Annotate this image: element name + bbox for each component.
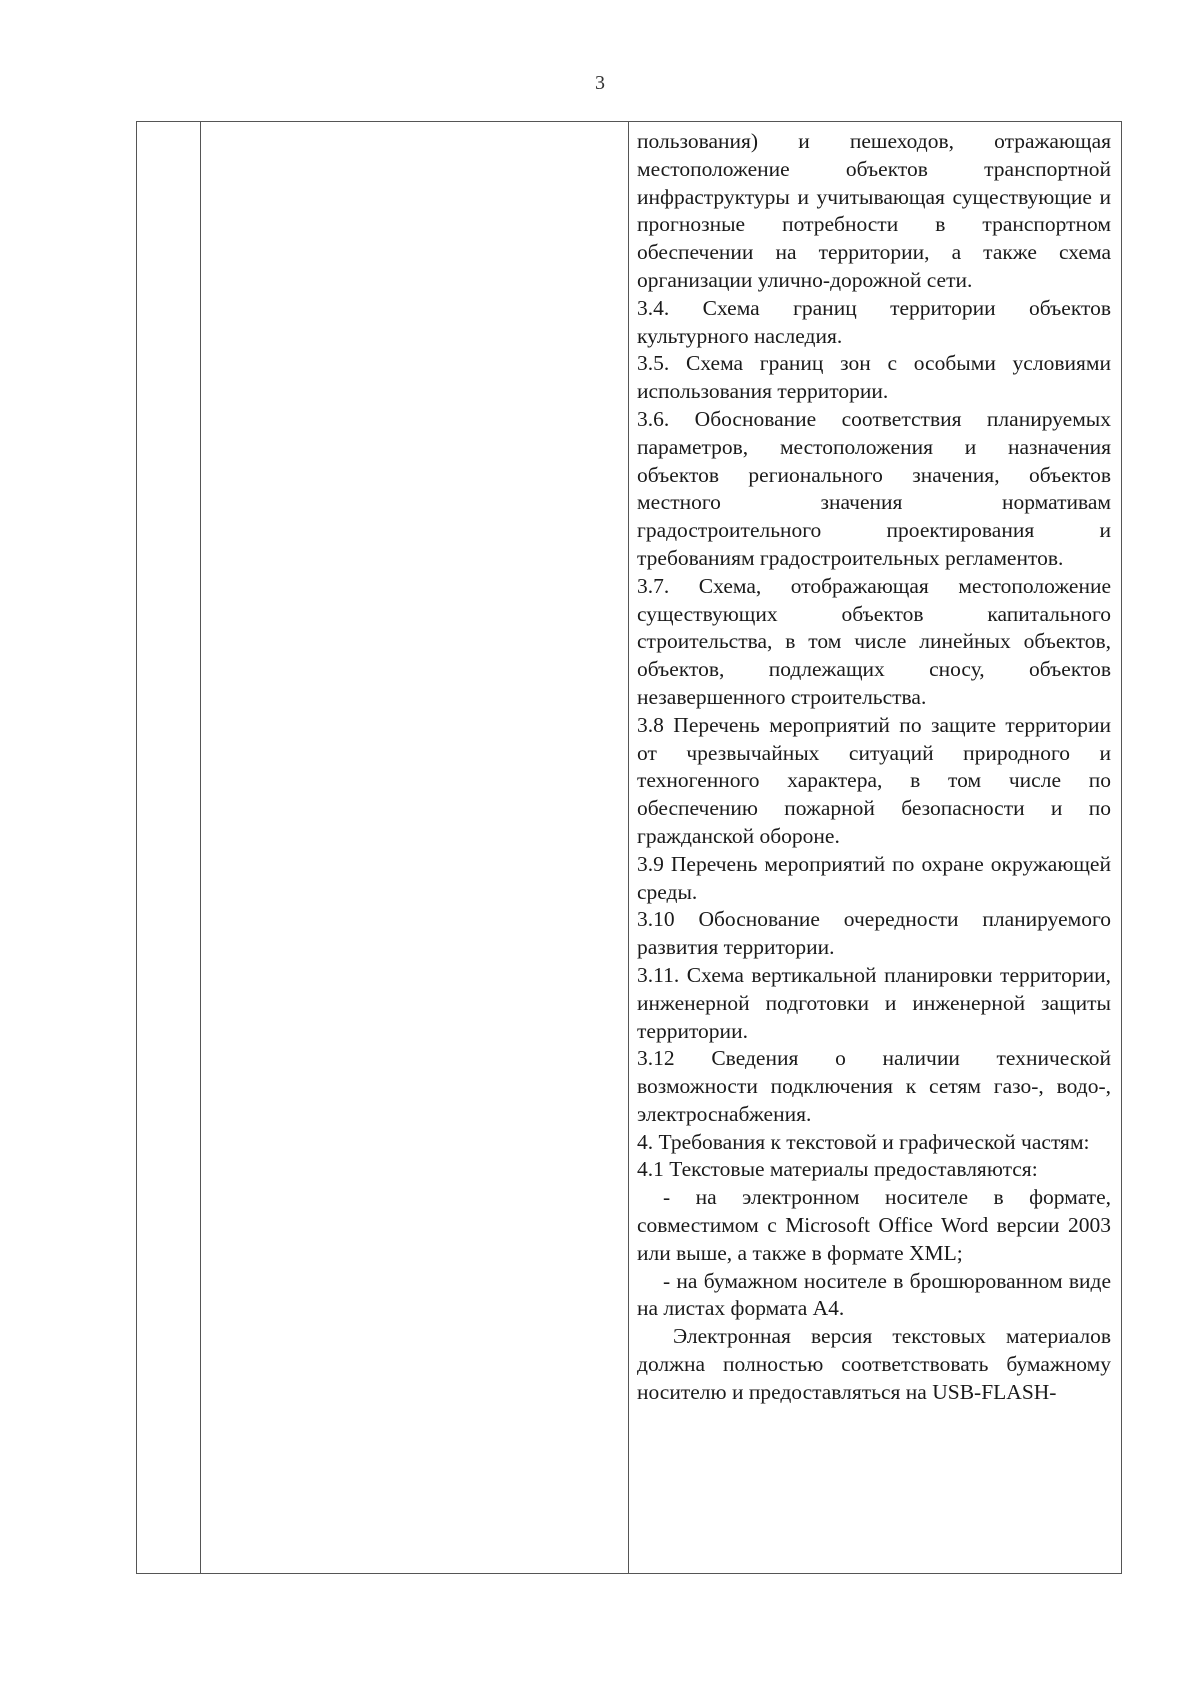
paragraph: 3.6. Обоснование соответствия планируемых параметров, местоположения и назначения объектов регионального значения, объектов местного значения нормативам градостроительного проектирования и требованиям градостроительных регламентов. [637, 406, 1111, 570]
table-row [137, 122, 1122, 1574]
paragraph: Электронная версия текстовых материалов должна полностью соответствовать бумажному носителю и предоставляться на USB-FLASH- [637, 1324, 1111, 1404]
paragraph: - на бумажном носителе в брошюрованном виде на листах формата А4. [637, 1268, 1111, 1321]
paragraph: 3.10 Обоснование очередности планируемого развития территории. [637, 907, 1111, 960]
paragraph: 3.8 Перечень мероприятий по защите территории от чрезвычайных ситуаций природного и техногенного характера, в том числе по обеспечению пожарной безопасности и по гражданской обороне. [637, 712, 1111, 848]
paragraph: пользования) и пешеходов, отражающая местоположение объектов транспортной инфраструктуры и учитывающая существующие и прогнозные потребности в транспортном обеспечении на территории, а также схема организации улично-дорожной сети. [637, 129, 1111, 292]
paragraph: 3.9 Перечень мероприятий по охране окружающей среды. [637, 851, 1111, 904]
cell-text [629, 122, 1121, 1407]
page-number: 3 [595, 72, 605, 94]
paragraph: 3.12 Сведения о наличии технической возможности подключения к сетям газо-, водо-, электроснабжения. [637, 1046, 1111, 1126]
requirements-table [136, 121, 1122, 1574]
number-cell [137, 122, 201, 1574]
paragraph: 4.1 Текстовые материалы предоставляются: [637, 1157, 1038, 1182]
item-name-cell [201, 122, 629, 1574]
paragraph: 3.7. Схема, отображающая местоположение существующих объектов капитального строительства, в том числе линейных объектов, объектов, подлежащих сносу, объектов незавершенного строительства. [637, 573, 1111, 709]
paragraph: - на электронном носителе в формате, совместимом с Microsoft Office Word версии 2003 или выше, а также в формате XML; [637, 1185, 1111, 1265]
item-content-cell [629, 122, 1122, 1574]
paragraph: 3.4. Схема границ территории объектов культурного наследия. [637, 295, 1111, 348]
paragraph: 3.5. Схема границ зон с особыми условиями использования территории. [637, 351, 1111, 404]
paragraph: 3.11. Схема вертикальной планировки территории, инженерной подготовки и инженерной защиты территории. [637, 962, 1111, 1043]
paragraph: 4. Требования к текстовой и графической частям: [637, 1129, 1090, 1154]
